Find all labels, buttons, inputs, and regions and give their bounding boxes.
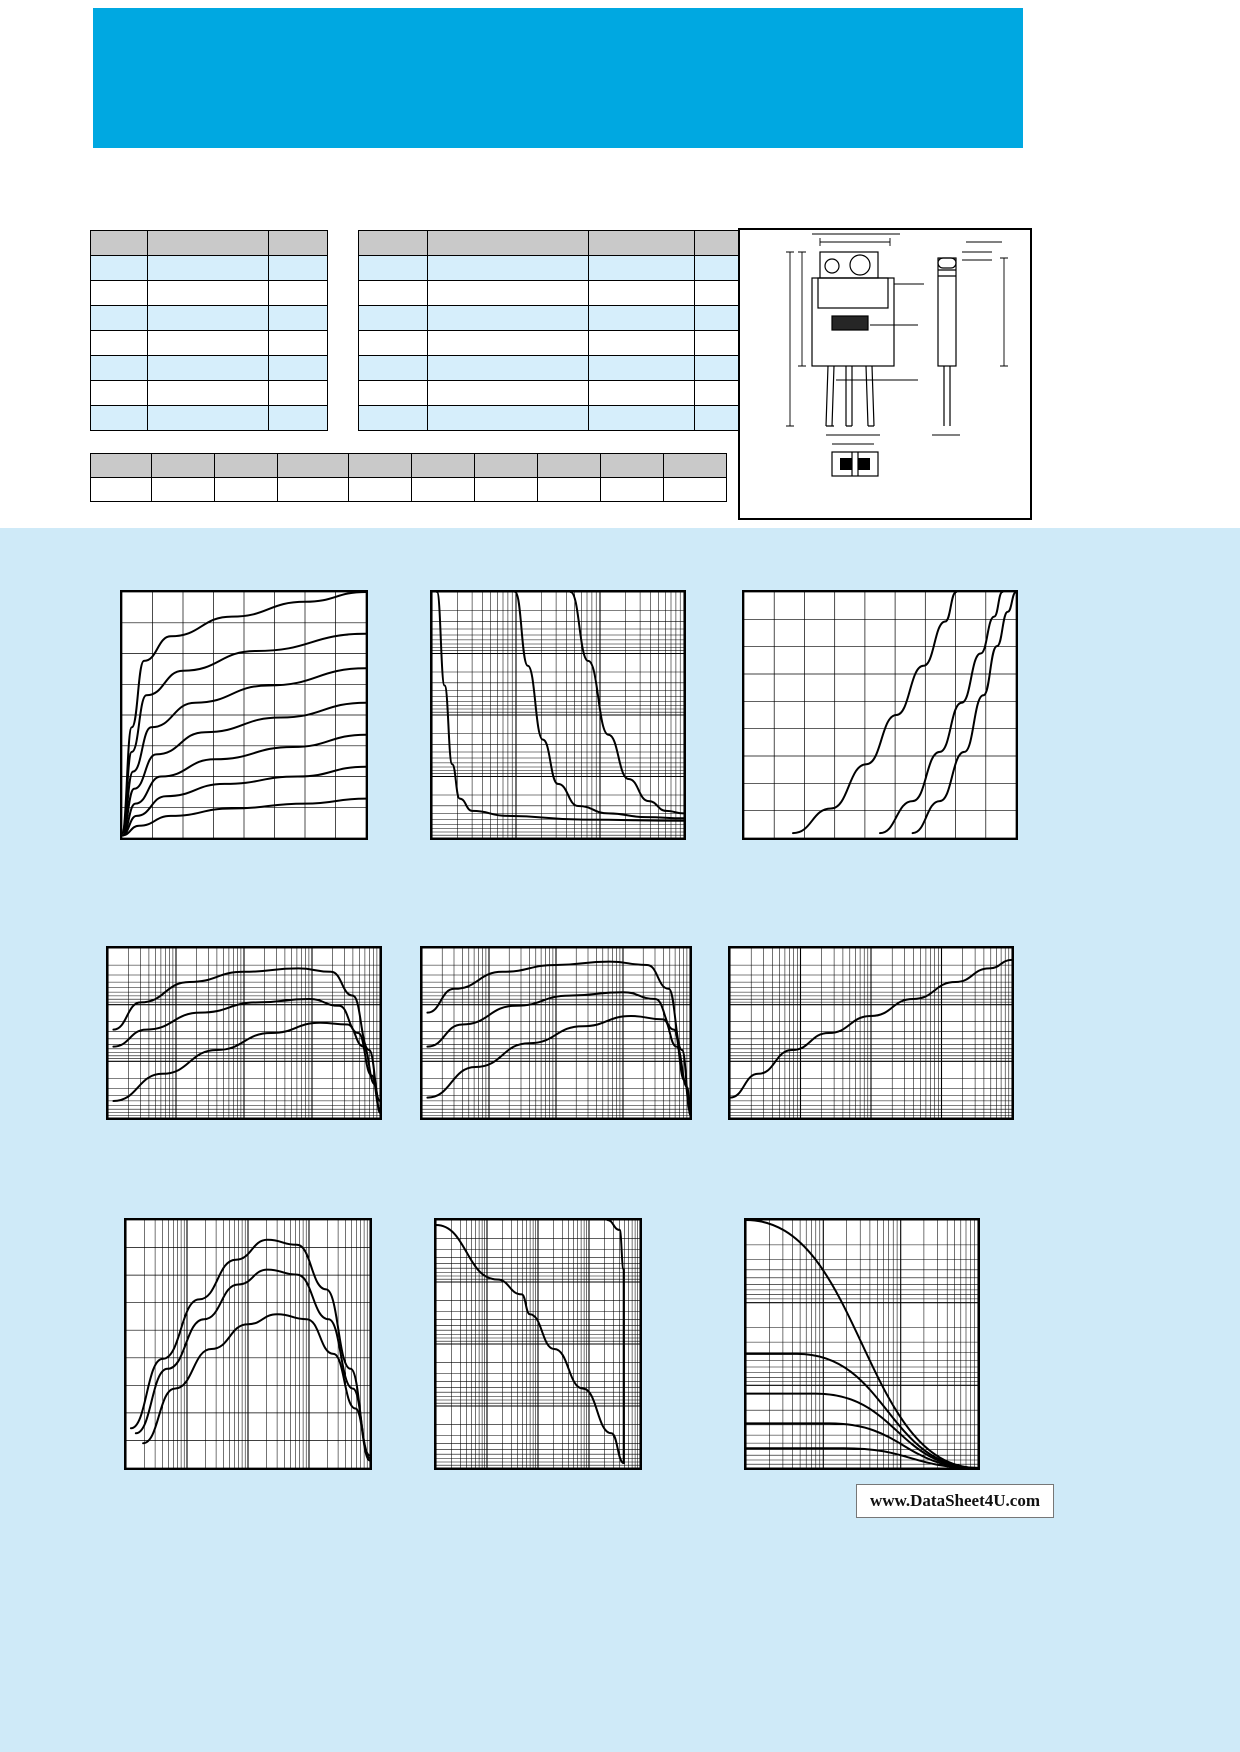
chart-curve (607, 1220, 623, 1463)
table-cell (359, 381, 428, 406)
table-cell (269, 406, 328, 431)
table-row (91, 406, 328, 431)
chart-curve (746, 1220, 978, 1468)
table-cell (269, 356, 328, 381)
table-row (91, 306, 328, 331)
chart-curve (880, 592, 1002, 833)
table-cell (589, 381, 695, 406)
table-cell (475, 478, 538, 502)
chart-curve (437, 592, 684, 821)
table-cell (589, 256, 695, 281)
chart-7-svg (126, 1220, 370, 1468)
table-cell (269, 331, 328, 356)
watermark-datasheet4u (856, 1484, 1054, 1518)
table-row (91, 356, 328, 381)
table-cell (152, 478, 215, 502)
table-header-cell (664, 454, 727, 478)
chart-curve (746, 1354, 978, 1468)
table-cell (664, 478, 727, 502)
table-cell (91, 381, 148, 406)
table-header-cell (215, 454, 278, 478)
chart-9 (744, 1218, 980, 1470)
table-cell (589, 306, 695, 331)
table-cell (412, 478, 475, 502)
table-cell (148, 306, 269, 331)
table-cell (148, 331, 269, 356)
table-cell (148, 256, 269, 281)
table-cell (349, 478, 412, 502)
chart-curve (746, 1448, 978, 1468)
table-header-cell (278, 454, 349, 478)
table-cell (269, 306, 328, 331)
table-header-cell (538, 454, 601, 478)
chart-6-svg (730, 948, 1012, 1118)
chart-5 (420, 946, 692, 1120)
table-cell (359, 306, 428, 331)
table-cell (278, 478, 349, 502)
chart-2 (430, 590, 686, 840)
table-cell (269, 256, 328, 281)
chart-1-svg (122, 592, 366, 838)
chart-1 (120, 590, 368, 840)
table-cell (601, 478, 664, 502)
table-cell (589, 406, 695, 431)
table-row (359, 281, 784, 306)
chart-curve (113, 968, 380, 1101)
chart-4-svg (108, 948, 380, 1118)
table-header-cell (412, 454, 475, 478)
table-cell (428, 381, 589, 406)
chart-7 (124, 1218, 372, 1470)
table-header-cell (589, 231, 695, 256)
chart-curve (131, 1240, 370, 1456)
table-cell (148, 381, 269, 406)
table-cell (91, 331, 148, 356)
table-cell (589, 356, 695, 381)
table-cell (428, 256, 589, 281)
table-row (91, 381, 328, 406)
absolute-maximum-ratings-table (90, 230, 328, 431)
chart-8 (434, 1218, 642, 1470)
table-row (359, 256, 784, 281)
table-row (91, 331, 328, 356)
electrical-characteristics-table (358, 230, 784, 431)
chart-4 (106, 946, 382, 1120)
table-row (359, 356, 784, 381)
table-cell (91, 256, 148, 281)
table-cell (589, 331, 695, 356)
header-banner (93, 8, 1023, 148)
table-header-cell (428, 231, 589, 256)
table-row (359, 381, 784, 406)
chart-curve (571, 592, 684, 813)
table-row (91, 281, 328, 306)
chart-8-svg (436, 1220, 640, 1468)
package-outline-svg (740, 230, 1026, 514)
table-cell (91, 406, 148, 431)
chart-curve (136, 1270, 370, 1459)
table-row (91, 478, 727, 502)
table-cell (269, 381, 328, 406)
dimensions-table (90, 453, 727, 502)
table-header-cell (359, 231, 428, 256)
chart-3-svg (744, 592, 1016, 838)
table-cell (215, 478, 278, 502)
watermark-text: www.DataSheet4U.com (870, 1491, 1040, 1510)
table-cell (91, 306, 148, 331)
table-cell (538, 478, 601, 502)
table-header-row (359, 231, 784, 256)
chart-6 (728, 946, 1014, 1120)
chart-curve (913, 592, 1016, 833)
table-cell (428, 406, 589, 431)
table-row (91, 256, 328, 281)
table-cell (359, 356, 428, 381)
table-cell (269, 281, 328, 306)
table-cell (359, 256, 428, 281)
chart-9-svg (746, 1220, 978, 1468)
chart-curve (793, 592, 956, 833)
chart-3 (742, 590, 1018, 840)
package-body-side (938, 258, 956, 366)
table-header-cell (152, 454, 215, 478)
package-outline-drawing (738, 228, 1032, 520)
table-header-cell (91, 454, 152, 478)
table-header-cell (91, 231, 148, 256)
table-cell (359, 406, 428, 431)
table-header-cell (148, 231, 269, 256)
chart-curve (113, 999, 380, 1110)
table-cell (91, 281, 148, 306)
table-header-row (91, 231, 328, 256)
table-cell (428, 306, 589, 331)
chart-curve (427, 992, 690, 1111)
table-header-row (91, 454, 727, 478)
table-row (359, 306, 784, 331)
table-header-cell (349, 454, 412, 478)
table-cell (148, 281, 269, 306)
chart-5-svg (422, 948, 690, 1118)
table-cell (148, 406, 269, 431)
chart-curve (746, 1394, 978, 1468)
table-header-cell (269, 231, 328, 256)
table-cell (589, 281, 695, 306)
chart-curve (113, 1023, 380, 1113)
table-cell (428, 331, 589, 356)
table-cell (359, 331, 428, 356)
table-cell (91, 478, 152, 502)
table-header-cell (475, 454, 538, 478)
chart-curve (427, 1016, 690, 1115)
table-cell (148, 356, 269, 381)
table-header-cell (601, 454, 664, 478)
table-row (359, 331, 784, 356)
table-cell (91, 356, 148, 381)
table-cell (428, 281, 589, 306)
table-row (359, 406, 784, 431)
package-tab-area (818, 278, 888, 308)
chart-curve (143, 1314, 370, 1460)
table-cell (428, 356, 589, 381)
chart-2-svg (432, 592, 684, 838)
table-cell (359, 281, 428, 306)
